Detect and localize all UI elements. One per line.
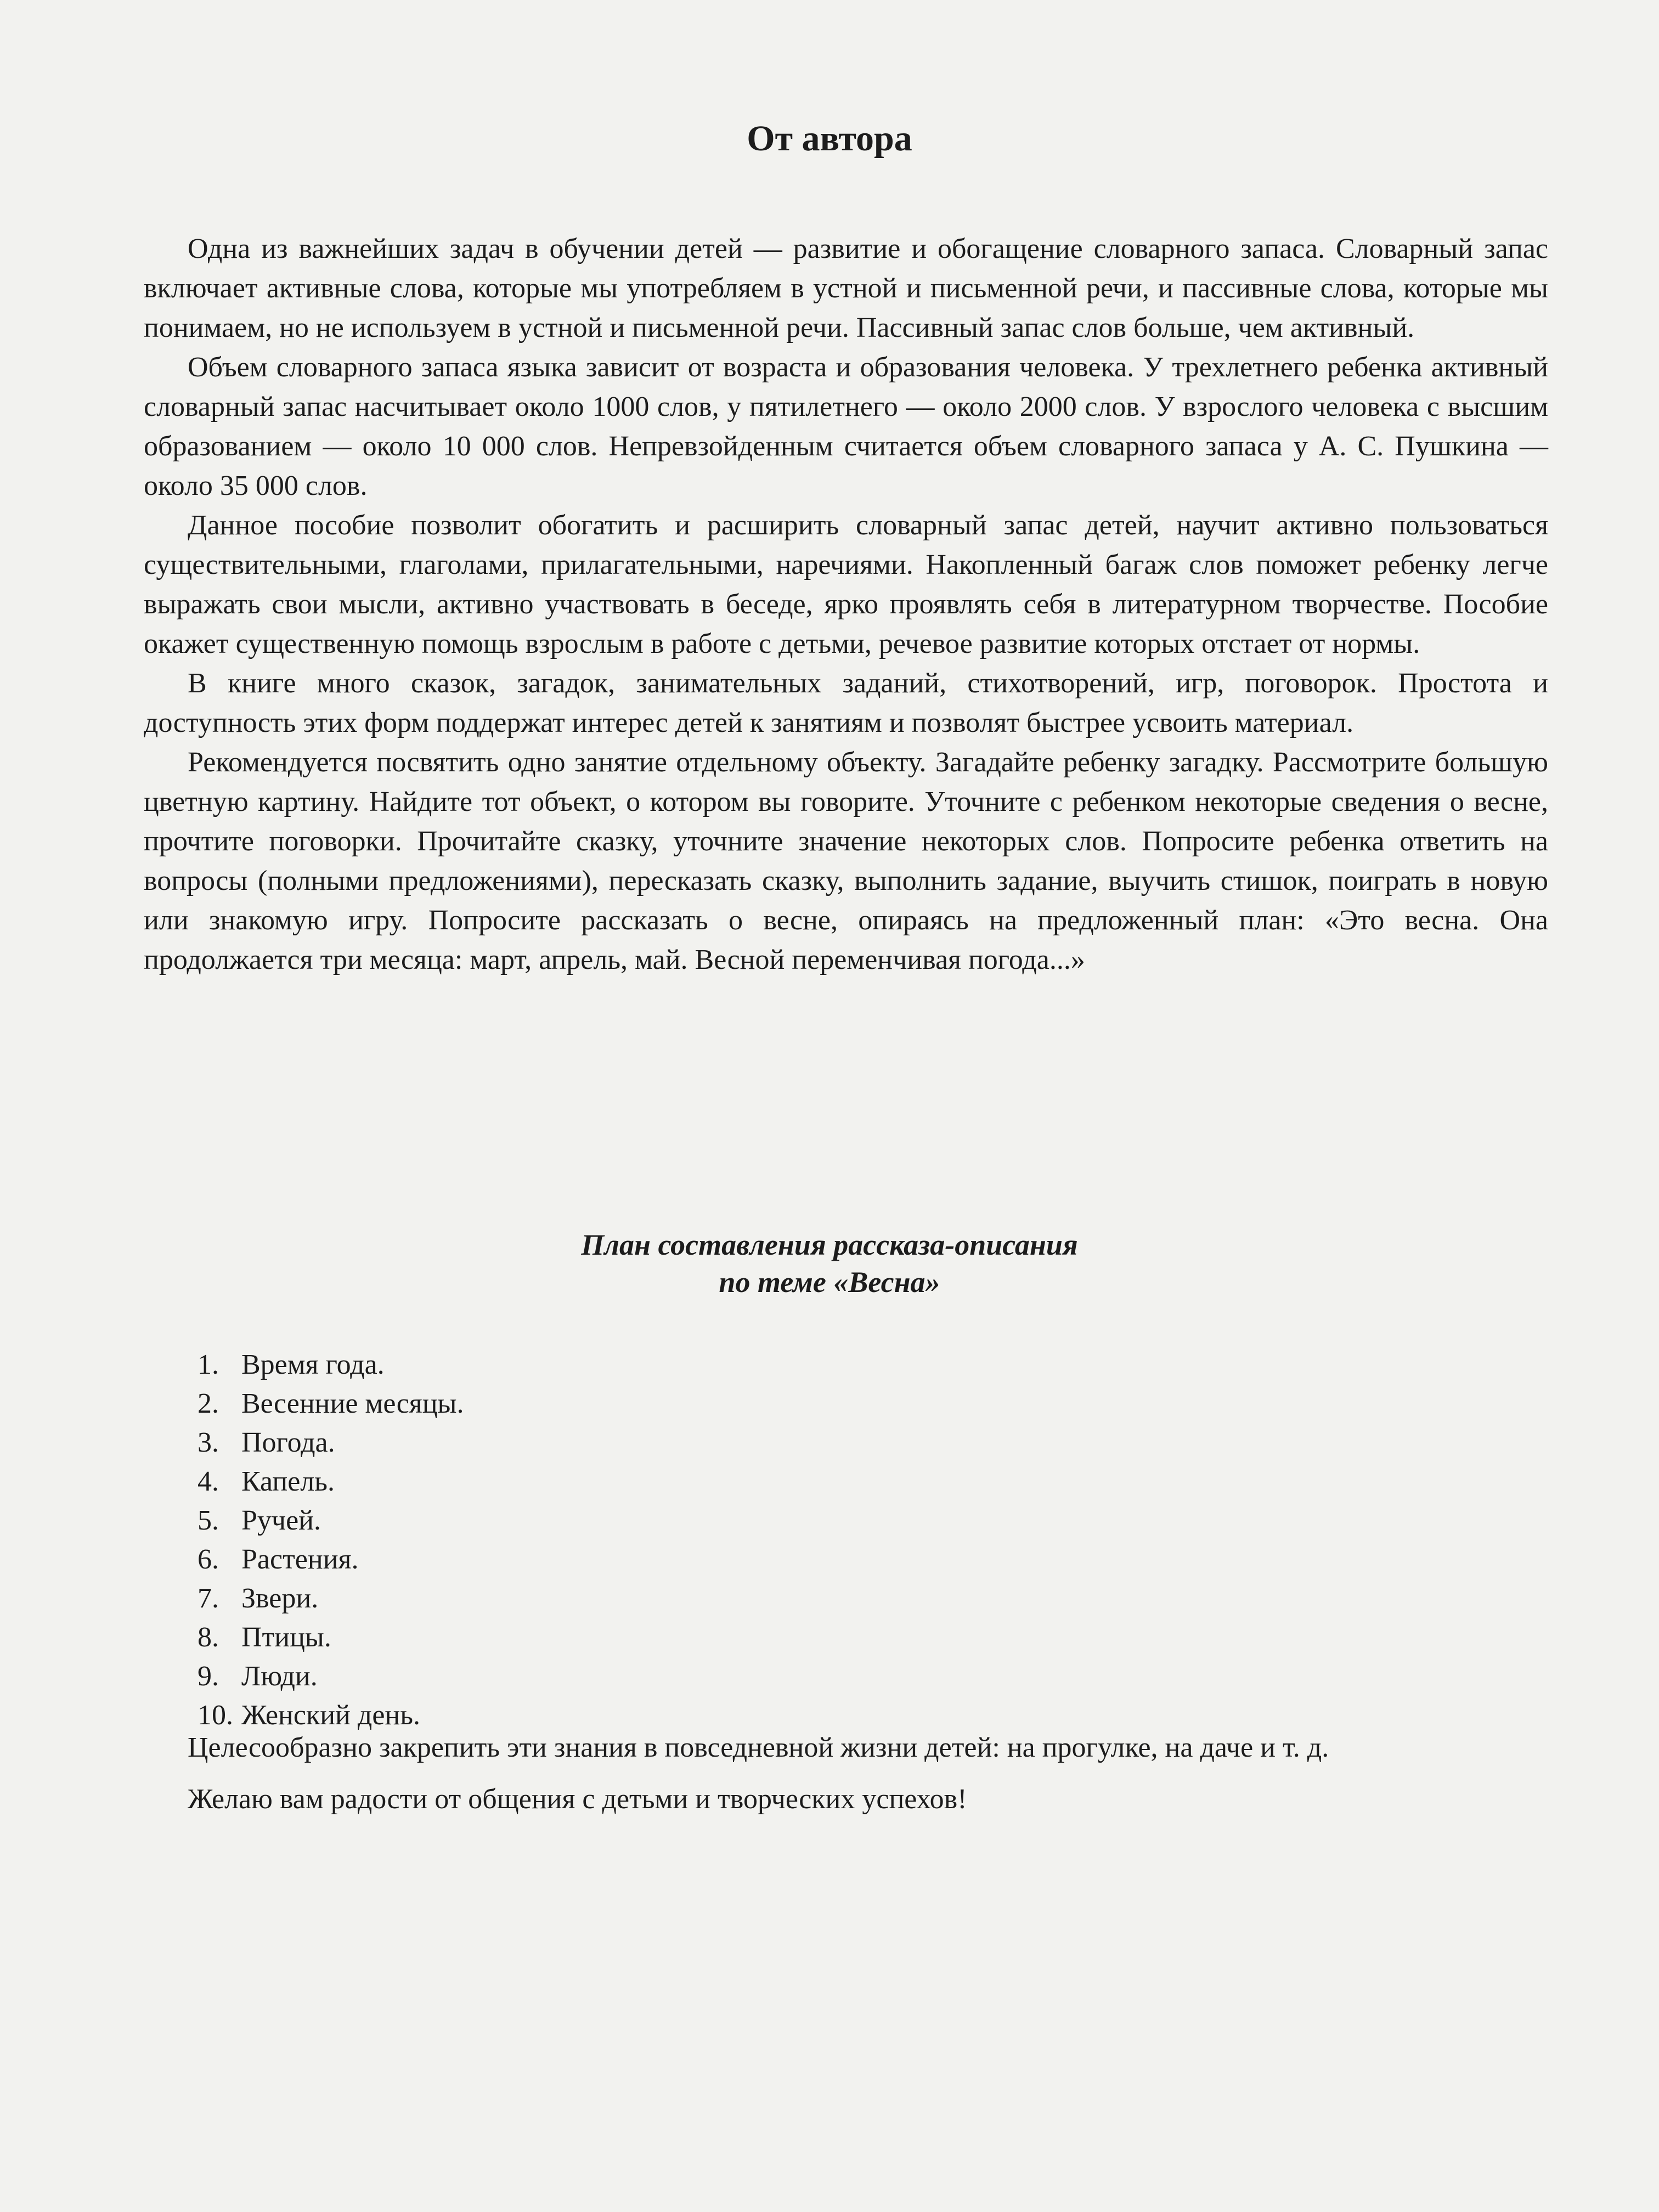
list-item [198, 1618, 464, 1657]
list-item-text: Женский день. [241, 1700, 420, 1731]
paragraph: Целесообразно закрепить эти знания в повседневной жизни детей: на прогулке, на даче и т. д. [188, 1732, 1329, 1763]
plan-list [198, 1345, 464, 1735]
intro-text [144, 229, 1548, 980]
list-item [198, 1384, 464, 1423]
list-item-text: Весенние месяцы. [241, 1388, 464, 1419]
list-item-number: 6. [198, 1544, 219, 1575]
list-item [198, 1423, 464, 1462]
list-item-text: Время года. [241, 1349, 385, 1380]
list-item-number: 9. [198, 1661, 219, 1692]
list-item-number: 10. [198, 1700, 233, 1731]
paragraph: Данное пособие позволит обогатить и расширить словарный запас детей, научит активно пользоваться существительными, глаголами, прилагательными, наречиями. Накопленный багаж слов поможет ребенку легче выражать свои мысли, активно участвовать в беседе, ярко проявлять себя в литературном творчестве. Пособие окажет существенную помощь взрослым в работе с детьми, речевое развитие которых отстает от нормы. [144, 510, 1548, 659]
paragraph: Объем словарного запаса языка зависит от возраста и образования человека. У трехлетнего ребенка активный словарный запас насчитывает около 1000 слов, у пятилетнего — около 2000 слов. У взрослого человека с высшим образованием — около 10 000 слов. Непревзойденным считается объем словарного запаса у А. С. Пушкина — около 35 000 слов. [144, 352, 1548, 501]
paragraph: Желаю вам радости от общения с детьми и творческих успехов! [188, 1784, 967, 1815]
list-item-text: Звери. [241, 1583, 319, 1614]
list-item-number: 3. [198, 1427, 219, 1458]
page-title: От автора [747, 119, 912, 159]
list-item-number: 4. [198, 1466, 219, 1497]
list-item [198, 1345, 464, 1384]
paragraph: Рекомендуется посвятить одно занятие отдельному объекту. Загадайте ребенку загадку. Рассмотрите большую цветную картину. Найдите тот объект, о котором вы говорите. Уточните с ребенком некоторые сведения о весне, прочтите поговорки. Прочитайте сказку, уточните значение некоторых слов. Попросите ребенка ответить на вопросы (полными предложениями), пересказать сказку, выполнить задание, выучить стишок, поиграть в новую или знакомую игру. Попросите рассказать о весне, опираясь на предложенный план: «Это весна. Она продолжается три месяца: март, апрель, май. Весной переменчивая погода...» [144, 747, 1548, 975]
list-item [198, 1657, 464, 1696]
list-item [198, 1501, 464, 1540]
plan-heading-line: План составления рассказа-описания [581, 1228, 1078, 1261]
list-item-text: Капель. [241, 1466, 335, 1497]
list-item-text: Растения. [241, 1544, 359, 1575]
list-item-text: Люди. [241, 1661, 318, 1692]
list-item-number: 8. [198, 1622, 219, 1653]
paragraph: В книге много сказок, загадок, занимательных заданий, стихотворений, игр, поговорок. Простота и доступность этих форм поддержат интерес детей к занятиям и позволят быстрее усвоить материал. [144, 668, 1548, 738]
list-item-text: Птицы. [241, 1622, 331, 1653]
plan-heading [0, 1226, 1659, 1301]
list-item-number: 7. [198, 1583, 219, 1614]
list-item-number: 5. [198, 1505, 219, 1536]
list-item-text: Погода. [241, 1427, 335, 1458]
list-item [198, 1462, 464, 1501]
list-item-number: 1. [198, 1349, 219, 1380]
list-item-text: Ручей. [241, 1505, 321, 1536]
closing-text [144, 1728, 1548, 1831]
paragraph: Одна из важнейших задач в обучении детей — развитие и обогащение словарного запаса. Словарный запас включает активные слова, которые мы употребляем в устной и письменной речи, и пассивные слова, которые мы понимаем, но не используем в устной и письменной речи. Пассивный запас слов больше, чем активный. [144, 233, 1548, 343]
plan-heading-line: по теме «Весна» [719, 1266, 940, 1299]
list-item [198, 1540, 464, 1579]
list-item [198, 1579, 464, 1618]
list-item-number: 2. [198, 1388, 219, 1419]
